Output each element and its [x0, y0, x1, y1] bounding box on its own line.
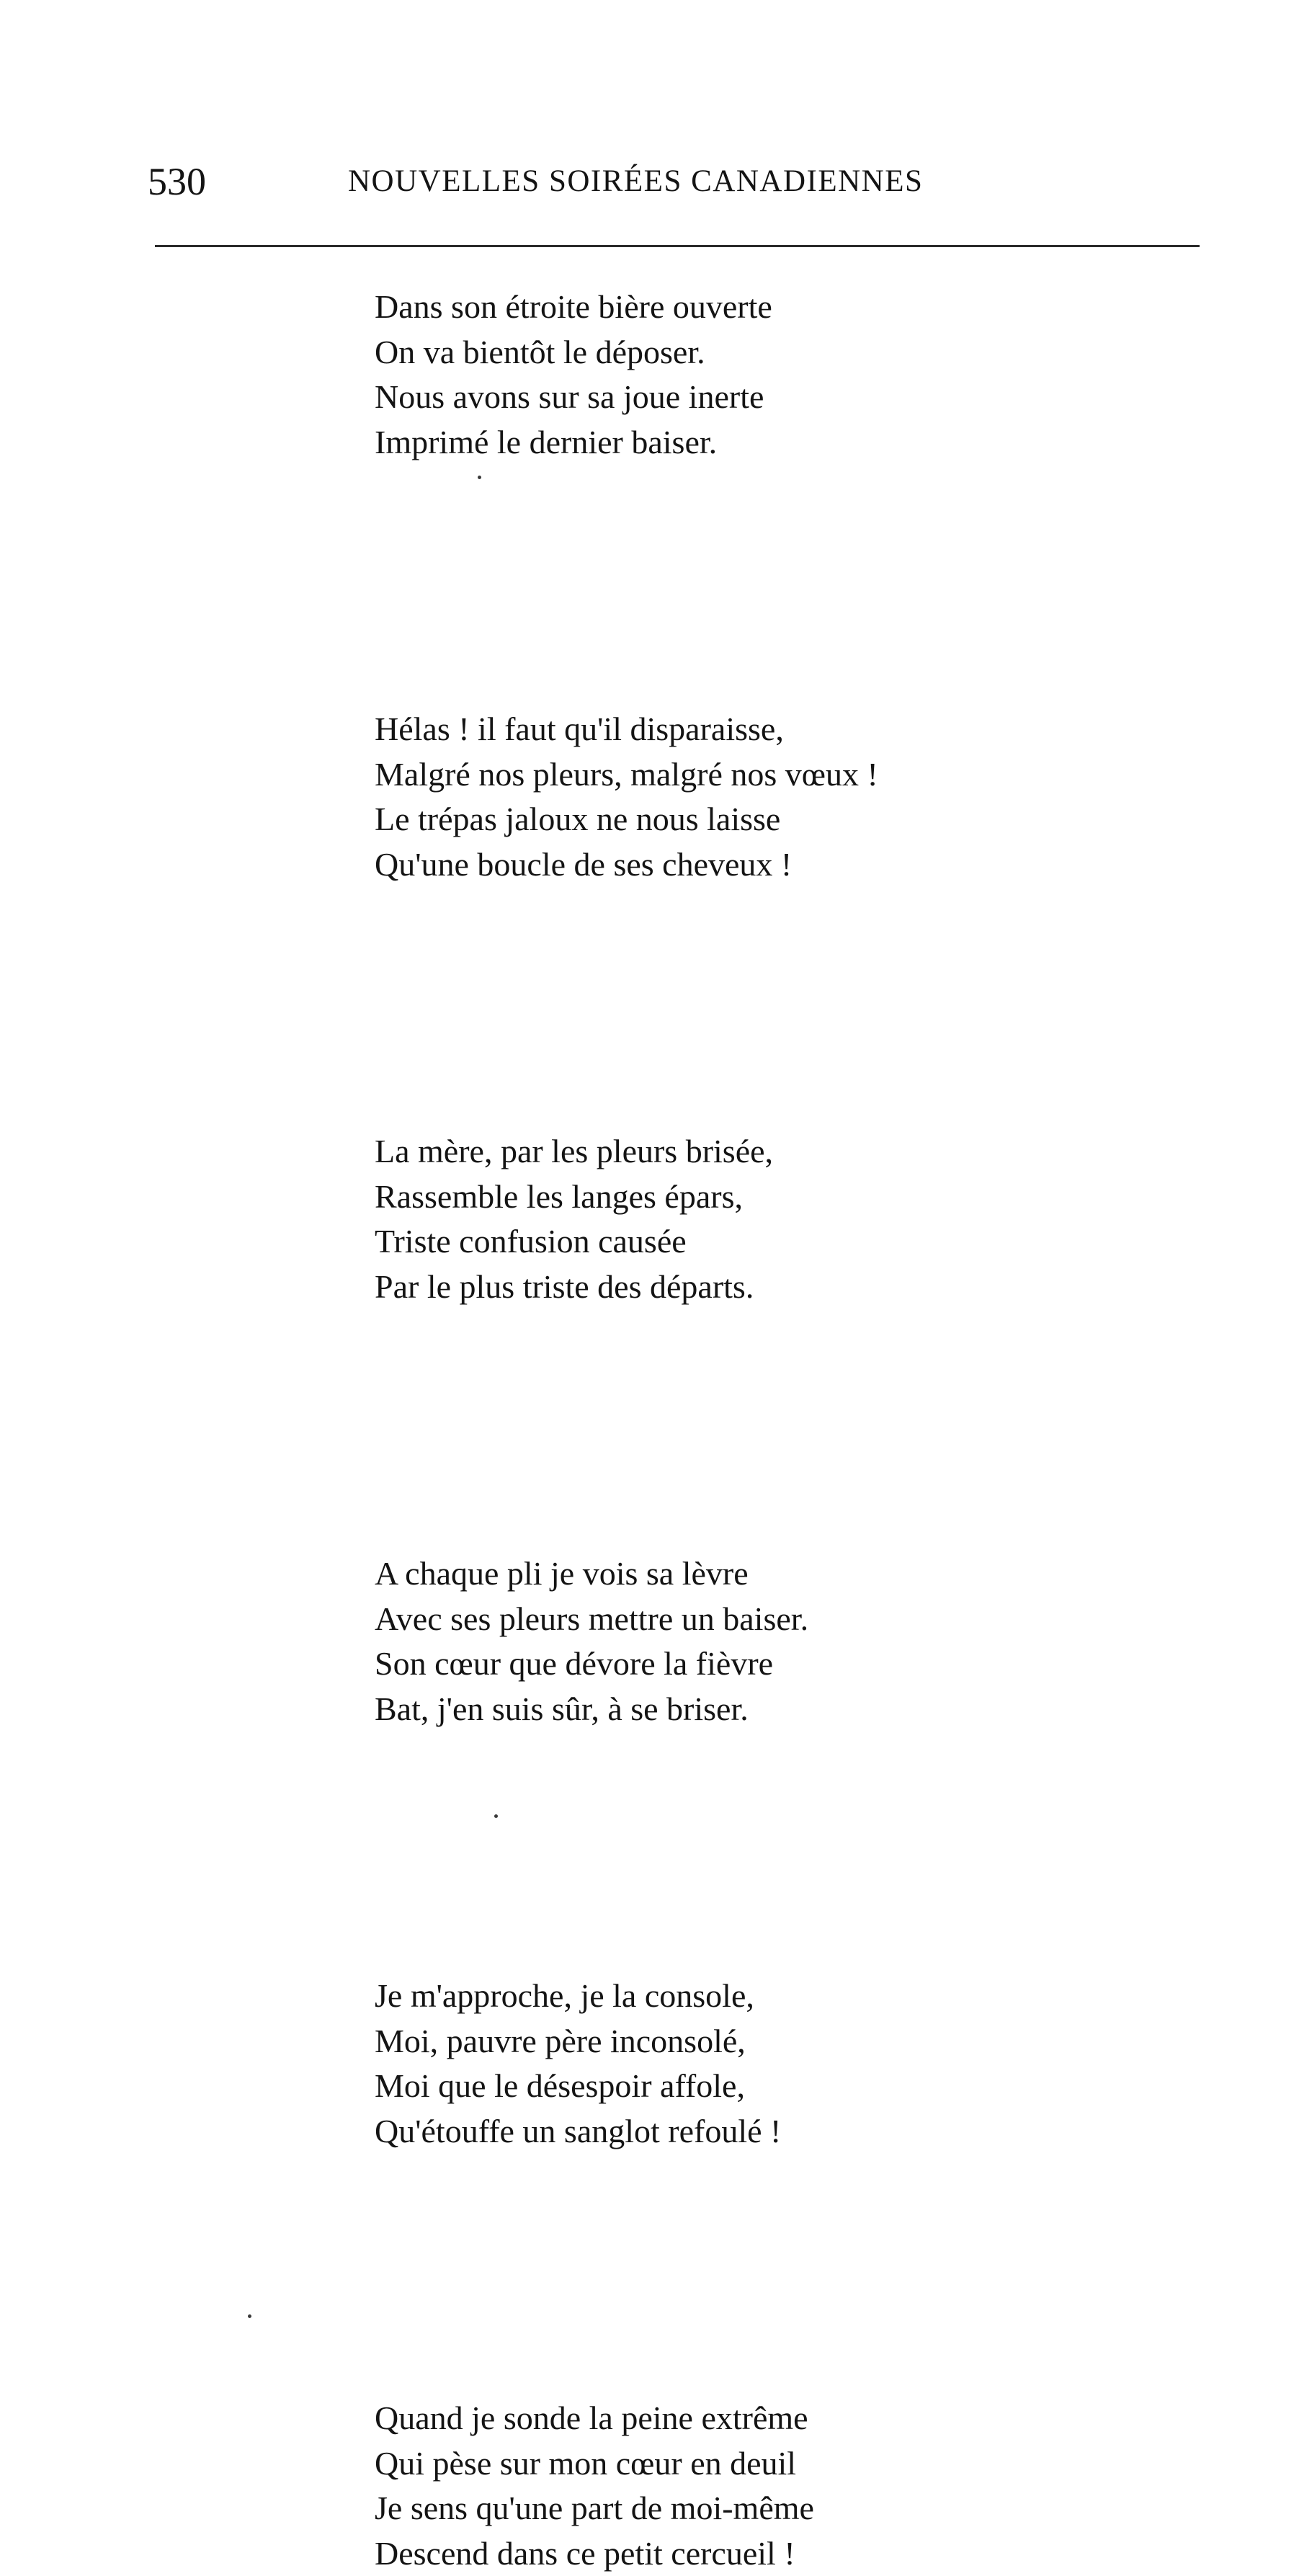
verse-line: Descend dans ce petit cercueil ! — [375, 2531, 1203, 2576]
verse-line: Dans son étroite bière ouverte — [375, 285, 1203, 330]
verse-line: Hélas ! il faut qu'il disparaisse, — [375, 707, 1203, 752]
print-speck — [478, 476, 481, 479]
verse-line: Moi que le désespoir affole, — [375, 2064, 1203, 2109]
verse-line: Par le plus triste des départs. — [375, 1265, 1203, 1310]
verse-line: Le trépas jaloux ne nous laisse — [375, 797, 1203, 842]
stanza — [375, 2396, 1203, 2576]
verse-line: Bat, j'en suis sûr, à se briser. — [375, 1687, 1203, 1732]
header-rule — [155, 245, 1200, 247]
stanza — [375, 1129, 1203, 1309]
verse-line: Qu'étouffe un sanglot refoulé ! — [375, 2109, 1203, 2154]
verse-line: Qui pèse sur mon cœur en deuil — [375, 2441, 1203, 2487]
verse-line: Rassemble les langes épars, — [375, 1175, 1203, 1220]
verse-line: Moi, pauvre père inconsolé, — [375, 2019, 1203, 2064]
verse-line: Je sens qu'une part de moi-même — [375, 2486, 1203, 2531]
verse-line: Nous avons sur sa joue inerte — [375, 375, 1203, 420]
verse-line: Imprimé le dernier baiser. — [375, 420, 1203, 465]
stanza — [375, 707, 1203, 887]
verse-line: Quand je sonde la peine extrême — [375, 2396, 1203, 2441]
verse-line: Malgré nos pleurs, malgré nos vœux ! — [375, 752, 1203, 798]
verse-line: A chaque pli je vois sa lèvre — [375, 1551, 1203, 1597]
verse-line: On va bientôt le déposer. — [375, 330, 1203, 375]
poem — [375, 285, 1203, 2576]
book-title: NOUVELLES SOIRÉES CANADIENNES — [348, 153, 923, 210]
verse-line: Avec ses pleurs mettre un baiser. — [375, 1597, 1203, 1642]
verse-line: La mère, par les pleurs brisée, — [375, 1129, 1203, 1175]
verse-line: Je m'approche, je la console, — [375, 1974, 1203, 2019]
stanza — [375, 1974, 1203, 2154]
verse-line: Triste confusion causée — [375, 1219, 1203, 1265]
page-number: 530 — [148, 153, 206, 210]
print-speck — [494, 1814, 498, 1818]
print-speck — [248, 2314, 251, 2318]
running-head — [148, 153, 1200, 210]
verse-line: Son cœur que dévore la fièvre — [375, 1641, 1203, 1687]
stanza — [375, 285, 1203, 465]
verse-line: Qu'une boucle de ses cheveux ! — [375, 842, 1203, 888]
stanza — [375, 1551, 1203, 1732]
